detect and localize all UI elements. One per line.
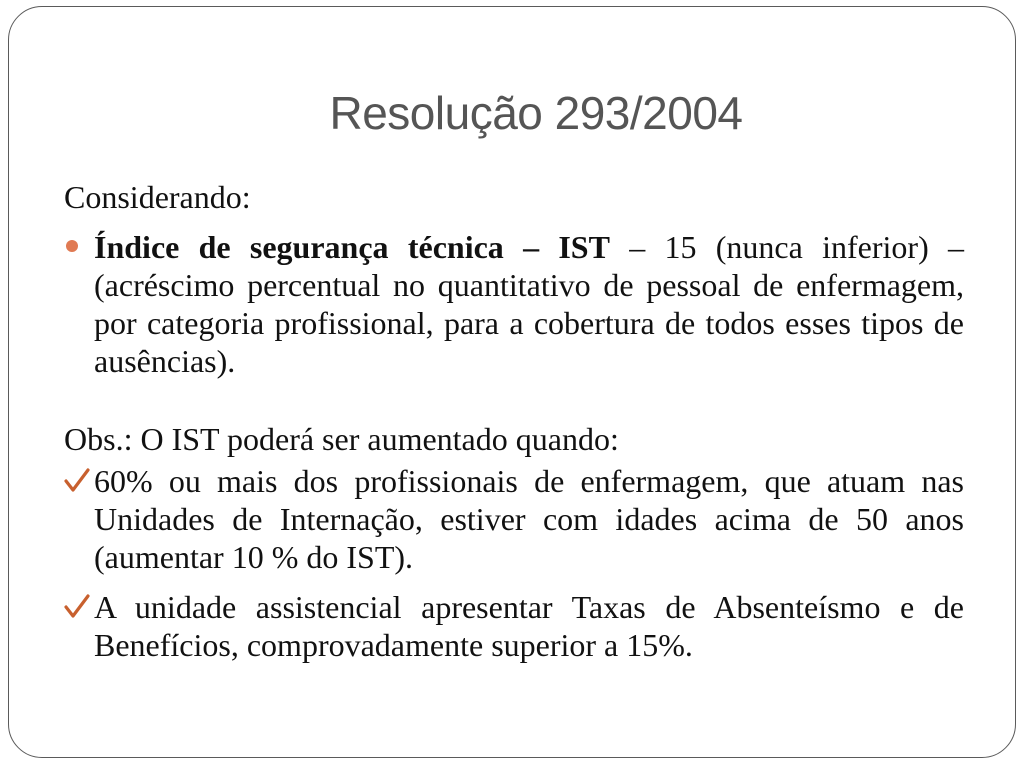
obs-text: Obs.: O IST poderá ser aumentado quando: xyxy=(64,421,619,457)
slide-content xyxy=(64,178,964,664)
check-text-age: 60% ou mais dos profissionais de enfermagem, que atuam nas Unidades de Internação, estiver com idades acima de 50 anos (aumentar 10 % do IST). xyxy=(94,463,964,575)
bullet-item-ist xyxy=(64,228,964,380)
lead-text: Considerando: xyxy=(64,179,251,215)
check-item-absenteeism xyxy=(64,588,964,664)
check-item-age xyxy=(64,462,964,576)
ist-term: Índice de segurança técnica – IST xyxy=(94,229,610,265)
checkmark-icon xyxy=(64,592,90,620)
ist-description: – 15 (nunca inferior) – (acréscimo percentual no quantitativo de pessoal de enfermagem, por categoria profissional, para a cobertura de todos esses tipos de ausências). xyxy=(94,229,964,379)
check-text-absenteeism: A unidade assistencial apresentar Taxas de Absenteísmo e de Benefícios, comprovadamente superior a 15%. xyxy=(94,589,964,663)
checkmark-icon xyxy=(64,466,90,494)
slide-title: Resolução 293/2004 xyxy=(329,87,743,139)
circle-bullet-icon xyxy=(66,240,78,252)
